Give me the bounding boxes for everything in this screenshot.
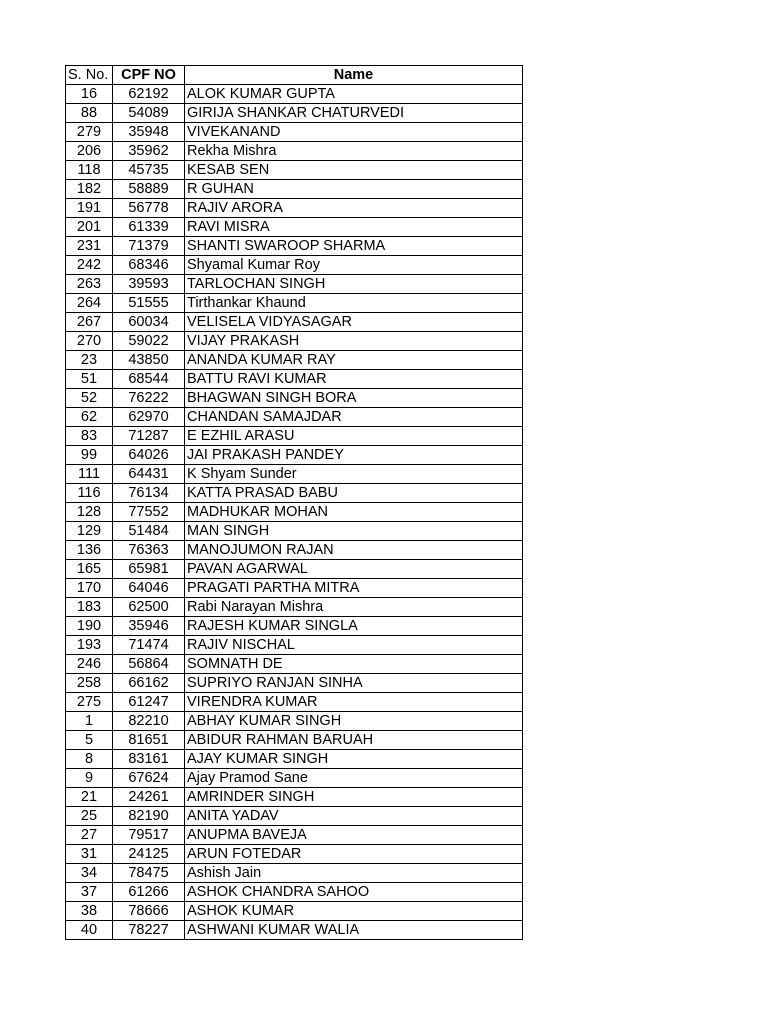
table-row <box>66 370 523 389</box>
name-cell: RAJIV ARORA <box>185 199 523 218</box>
cpf-cell: 66162 <box>113 674 185 693</box>
cpf-cell: 24261 <box>113 788 185 807</box>
name-cell: RAVI MISRA <box>185 218 523 237</box>
cpf-cell: 71287 <box>113 427 185 446</box>
name-cell: E EZHIL ARASU <box>185 427 523 446</box>
cpf-cell: 67624 <box>113 769 185 788</box>
header-cpf: CPF NO <box>113 66 185 85</box>
name-cell: CHANDAN SAMAJDAR <box>185 408 523 427</box>
sno-cell: 182 <box>66 180 113 199</box>
table-row <box>66 845 523 864</box>
name-cell: RAJIV NISCHAL <box>185 636 523 655</box>
cpf-cell: 76134 <box>113 484 185 503</box>
sno-cell: 88 <box>66 104 113 123</box>
sno-cell: 206 <box>66 142 113 161</box>
name-cell: ARUN FOTEDAR <box>185 845 523 864</box>
table-row <box>66 522 523 541</box>
cpf-cell: 61266 <box>113 883 185 902</box>
table-row <box>66 446 523 465</box>
cpf-cell: 78227 <box>113 921 185 940</box>
name-cell: MADHUKAR MOHAN <box>185 503 523 522</box>
table-row <box>66 256 523 275</box>
table-row <box>66 788 523 807</box>
name-cell: Ashish Jain <box>185 864 523 883</box>
sno-cell: 37 <box>66 883 113 902</box>
cpf-cell: 35962 <box>113 142 185 161</box>
cpf-cell: 77552 <box>113 503 185 522</box>
cpf-cell: 51484 <box>113 522 185 541</box>
cpf-cell: 43850 <box>113 351 185 370</box>
table-row <box>66 864 523 883</box>
name-cell: BHAGWAN SINGH BORA <box>185 389 523 408</box>
cpf-cell: 56778 <box>113 199 185 218</box>
sno-cell: 116 <box>66 484 113 503</box>
table-row <box>66 807 523 826</box>
cpf-cell: 78666 <box>113 902 185 921</box>
name-cell: PRAGATI PARTHA MITRA <box>185 579 523 598</box>
cpf-cell: 61339 <box>113 218 185 237</box>
table-row <box>66 218 523 237</box>
table-row <box>66 142 523 161</box>
name-cell: ANUPMA BAVEJA <box>185 826 523 845</box>
name-cell: AJAY KUMAR SINGH <box>185 750 523 769</box>
cpf-cell: 83161 <box>113 750 185 769</box>
cpf-cell: 35948 <box>113 123 185 142</box>
sno-cell: 23 <box>66 351 113 370</box>
table-row <box>66 655 523 674</box>
cpf-cell: 64431 <box>113 465 185 484</box>
sno-cell: 31 <box>66 845 113 864</box>
name-cell: MAN SINGH <box>185 522 523 541</box>
table-row <box>66 427 523 446</box>
table-row <box>66 902 523 921</box>
sno-cell: 246 <box>66 655 113 674</box>
table-row <box>66 503 523 522</box>
name-cell: SUPRIYO RANJAN SINHA <box>185 674 523 693</box>
name-cell: ASHWANI KUMAR WALIA <box>185 921 523 940</box>
table-row <box>66 351 523 370</box>
name-cell: ALOK KUMAR GUPTA <box>185 85 523 104</box>
cpf-cell: 62192 <box>113 85 185 104</box>
sno-cell: 1 <box>66 712 113 731</box>
name-cell: SOMNATH DE <box>185 655 523 674</box>
table-row <box>66 465 523 484</box>
name-cell: VIVEKANAND <box>185 123 523 142</box>
cpf-cell: 35946 <box>113 617 185 636</box>
sno-cell: 52 <box>66 389 113 408</box>
name-cell: AMRINDER SINGH <box>185 788 523 807</box>
cpf-cell: 68544 <box>113 370 185 389</box>
table-row <box>66 636 523 655</box>
name-cell: ANANDA KUMAR RAY <box>185 351 523 370</box>
table-row <box>66 883 523 902</box>
table-row <box>66 731 523 750</box>
table-row <box>66 769 523 788</box>
name-cell: Rekha Mishra <box>185 142 523 161</box>
cpf-cell: 71379 <box>113 237 185 256</box>
sno-cell: 183 <box>66 598 113 617</box>
cpf-cell: 71474 <box>113 636 185 655</box>
sno-cell: 83 <box>66 427 113 446</box>
table-row <box>66 104 523 123</box>
name-cell: VIJAY PRAKASH <box>185 332 523 351</box>
employee-table <box>65 65 523 940</box>
name-cell: ABIDUR RAHMAN BARUAH <box>185 731 523 750</box>
sno-cell: 8 <box>66 750 113 769</box>
table-row <box>66 560 523 579</box>
sno-cell: 9 <box>66 769 113 788</box>
sno-cell: 25 <box>66 807 113 826</box>
table-row <box>66 389 523 408</box>
sno-cell: 201 <box>66 218 113 237</box>
sno-cell: 190 <box>66 617 113 636</box>
cpf-cell: 54089 <box>113 104 185 123</box>
sno-cell: 170 <box>66 579 113 598</box>
cpf-cell: 24125 <box>113 845 185 864</box>
name-cell: Tirthankar Khaund <box>185 294 523 313</box>
sno-cell: 258 <box>66 674 113 693</box>
table-row <box>66 693 523 712</box>
cpf-cell: 39593 <box>113 275 185 294</box>
name-cell: R GUHAN <box>185 180 523 199</box>
cpf-cell: 64046 <box>113 579 185 598</box>
name-cell: MANOJUMON RAJAN <box>185 541 523 560</box>
sno-cell: 264 <box>66 294 113 313</box>
cpf-cell: 78475 <box>113 864 185 883</box>
cpf-cell: 45735 <box>113 161 185 180</box>
sno-cell: 129 <box>66 522 113 541</box>
cpf-cell: 76363 <box>113 541 185 560</box>
name-cell: K Shyam Sunder <box>185 465 523 484</box>
name-cell: Shyamal Kumar Roy <box>185 256 523 275</box>
table-row <box>66 408 523 427</box>
sno-cell: 165 <box>66 560 113 579</box>
sno-cell: 5 <box>66 731 113 750</box>
table-row <box>66 712 523 731</box>
cpf-cell: 68346 <box>113 256 185 275</box>
name-cell: KESAB SEN <box>185 161 523 180</box>
cpf-cell: 59022 <box>113 332 185 351</box>
table-row <box>66 199 523 218</box>
sno-cell: 40 <box>66 921 113 940</box>
sno-cell: 16 <box>66 85 113 104</box>
name-cell: VIRENDRA KUMAR <box>185 693 523 712</box>
cpf-cell: 64026 <box>113 446 185 465</box>
table-row <box>66 617 523 636</box>
sno-cell: 128 <box>66 503 113 522</box>
sno-cell: 21 <box>66 788 113 807</box>
table-row <box>66 85 523 104</box>
name-cell: ASHOK CHANDRA SAHOO <box>185 883 523 902</box>
sno-cell: 62 <box>66 408 113 427</box>
sno-cell: 242 <box>66 256 113 275</box>
table-row <box>66 180 523 199</box>
sno-cell: 34 <box>66 864 113 883</box>
name-cell: JAI PRAKASH PANDEY <box>185 446 523 465</box>
table-row <box>66 579 523 598</box>
sno-cell: 38 <box>66 902 113 921</box>
sno-cell: 275 <box>66 693 113 712</box>
sno-cell: 27 <box>66 826 113 845</box>
name-cell: BATTU RAVI KUMAR <box>185 370 523 389</box>
cpf-cell: 62500 <box>113 598 185 617</box>
table-row <box>66 750 523 769</box>
cpf-cell: 62970 <box>113 408 185 427</box>
cpf-cell: 60034 <box>113 313 185 332</box>
cpf-cell: 58889 <box>113 180 185 199</box>
cpf-cell: 61247 <box>113 693 185 712</box>
sno-cell: 136 <box>66 541 113 560</box>
name-cell: ABHAY KUMAR SINGH <box>185 712 523 731</box>
table-row <box>66 484 523 503</box>
sno-cell: 270 <box>66 332 113 351</box>
table-body <box>66 85 523 940</box>
sno-cell: 99 <box>66 446 113 465</box>
header-sno: S. No. <box>66 66 113 85</box>
table-row <box>66 826 523 845</box>
cpf-cell: 82210 <box>113 712 185 731</box>
sno-cell: 191 <box>66 199 113 218</box>
sno-cell: 111 <box>66 465 113 484</box>
cpf-cell: 81651 <box>113 731 185 750</box>
name-cell: Rabi Narayan Mishra <box>185 598 523 617</box>
table-row <box>66 294 523 313</box>
table-row <box>66 598 523 617</box>
sno-cell: 118 <box>66 161 113 180</box>
sno-cell: 267 <box>66 313 113 332</box>
name-cell: KATTA PRASAD BABU <box>185 484 523 503</box>
table-row <box>66 123 523 142</box>
name-cell: TARLOCHAN SINGH <box>185 275 523 294</box>
table-row <box>66 313 523 332</box>
table-row <box>66 332 523 351</box>
sno-cell: 263 <box>66 275 113 294</box>
cpf-cell: 65981 <box>113 560 185 579</box>
table-row <box>66 541 523 560</box>
sno-cell: 279 <box>66 123 113 142</box>
header-name: Name <box>185 66 523 85</box>
header-row <box>66 66 523 85</box>
name-cell: RAJESH KUMAR SINGLA <box>185 617 523 636</box>
name-cell: VELISELA VIDYASAGAR <box>185 313 523 332</box>
table-row <box>66 161 523 180</box>
table-row <box>66 275 523 294</box>
sno-cell: 193 <box>66 636 113 655</box>
table-row <box>66 674 523 693</box>
name-cell: ANITA YADAV <box>185 807 523 826</box>
cpf-cell: 79517 <box>113 826 185 845</box>
name-cell: ASHOK KUMAR <box>185 902 523 921</box>
name-cell: GIRIJA SHANKAR CHATURVEDI <box>185 104 523 123</box>
table-row <box>66 921 523 940</box>
table-row <box>66 237 523 256</box>
name-cell: SHANTI SWAROOP SHARMA <box>185 237 523 256</box>
cpf-cell: 76222 <box>113 389 185 408</box>
sno-cell: 231 <box>66 237 113 256</box>
cpf-cell: 82190 <box>113 807 185 826</box>
sno-cell: 51 <box>66 370 113 389</box>
cpf-cell: 56864 <box>113 655 185 674</box>
name-cell: Ajay Pramod Sane <box>185 769 523 788</box>
name-cell: PAVAN AGARWAL <box>185 560 523 579</box>
cpf-cell: 51555 <box>113 294 185 313</box>
